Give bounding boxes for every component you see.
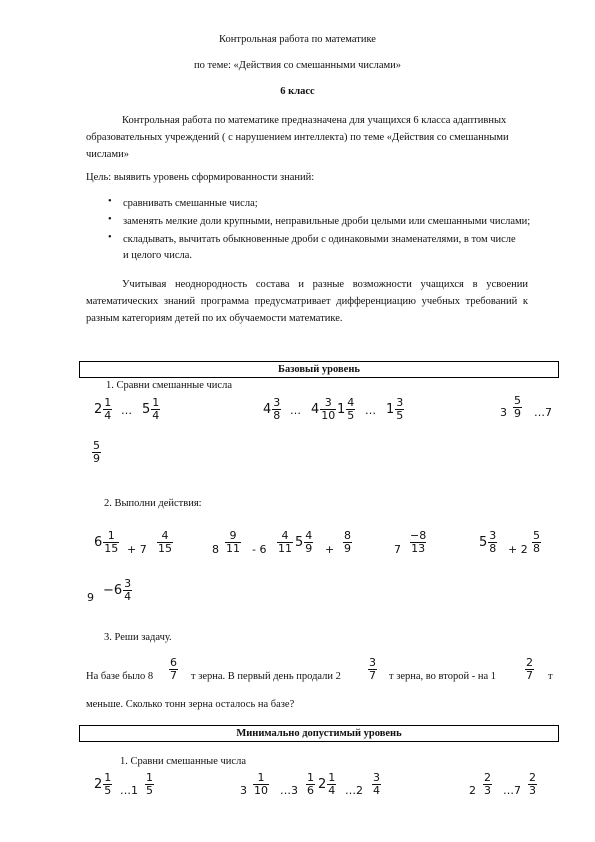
whole-number: 9 (87, 591, 94, 604)
fraction: 9 11 (226, 529, 240, 555)
mixed-number: 6 1 15 (94, 529, 119, 555)
fraction: 1 6 (307, 771, 314, 797)
mixed-number: 1 3 5 (386, 396, 404, 422)
mixed-number: 2 1 4 (94, 396, 112, 422)
bullet-icon: • (108, 214, 112, 225)
mixed-number: 5 4 9 (295, 529, 313, 555)
fraction: 3 4 (373, 771, 380, 797)
intro-paragraph: Контрольная работа по математике предназначена для учащихся 6 класса адаптивных образовательных учреждений ( с нарушением интеллекта) по теме «Действия со смешанными числами» (86, 115, 509, 160)
task-3-label: 3. Реши задачу. (104, 632, 172, 643)
mixed-number: 2 1 4 (318, 771, 336, 797)
doc-title: Контрольная работа по математике (219, 34, 376, 45)
operator: + (325, 543, 335, 556)
mixed-number: 4 3 10 (311, 396, 336, 422)
fraction: 2 7 (526, 656, 533, 682)
compare-dots: … (290, 404, 301, 417)
whole-number: 3 (240, 784, 247, 797)
whole-number: 7 (394, 543, 401, 556)
doc-grade: 6 класс (280, 86, 315, 97)
operator: + 7 (127, 543, 147, 556)
goal-item: сравнивать смешанные числа; (123, 198, 258, 209)
fraction: 1 10 (254, 771, 268, 797)
fraction: 4 11 (278, 529, 292, 555)
problem-text: меньше. Сколько тонн зерна осталось на базе? (86, 699, 295, 710)
problem-text: На базе было 8 (86, 671, 154, 682)
mixed-number: 2 1 5 (94, 771, 112, 797)
mixed-number: 4 3 8 (263, 396, 281, 422)
goal-label: Цель: выявить уровень сформированности знаний: (86, 172, 315, 183)
compare-dots: …1 (120, 784, 138, 797)
mixed-number: 5 3 8 (479, 529, 497, 555)
section-heading-minimal: Минимально допустимый уровень (79, 725, 559, 742)
compare-dots: …7 (534, 406, 552, 419)
compare-dots: … (365, 404, 376, 417)
compare-dots: …2 (345, 784, 363, 797)
task-1-label: 1. Сравни смешанные числа (106, 380, 232, 391)
fraction: 6 7 (170, 656, 177, 682)
task-2-label: 2. Выполни действия: (104, 498, 202, 509)
task-1-label: 1. Сравни смешанные числа (120, 756, 246, 767)
paragraph-2: Учитывая неоднородность состава и разные возможности учащихся в усвоении математических знаний программа предусматривает дифференциацию учебных требований к разным категориям детей по их обучаемости математике. (86, 279, 528, 324)
whole-number: 8 (212, 543, 219, 556)
bullet-icon: • (108, 232, 112, 243)
fraction: 3 7 (369, 656, 376, 682)
compare-dots: …3 (280, 784, 298, 797)
problem-text: т зерна, во второй - на 1 (389, 671, 496, 682)
whole-number: 2 (469, 784, 476, 797)
mixed-number: 1 4 5 (337, 396, 355, 422)
problem-text: т зерна. В первый день продали 2 (191, 671, 341, 682)
problem-text: т (548, 671, 553, 682)
fraction: 5 9 (514, 394, 521, 420)
fraction: 2 3 (529, 771, 536, 797)
compare-dots: … (121, 404, 132, 417)
whole-number: 3 (500, 406, 507, 419)
doc-topic: по теме: «Действия со смешанными числами» (193, 60, 402, 71)
operator: - 6 (252, 543, 267, 556)
mixed-number: 5 1 4 (142, 396, 160, 422)
fraction: 2 3 (484, 771, 491, 797)
section-heading-basic: Базовый уровень (79, 361, 559, 378)
goal-item: складывать, вычитать обыкновенные дроби с одинаковыми знаменателями, в том числе и целого числа. (123, 234, 516, 261)
operator: + 2 (508, 543, 528, 556)
fraction: −8 13 (410, 529, 427, 555)
goal-item: заменять мелкие доли крупными, неправильные дроби целыми или смешанными числами; (123, 216, 531, 227)
fraction: 1 5 (146, 771, 153, 797)
fraction: 5 8 (533, 529, 540, 555)
compare-dots: …7 (503, 784, 521, 797)
fraction: 4 15 (158, 529, 172, 555)
fraction: 8 9 (344, 529, 351, 555)
fraction: 5 9 (93, 439, 100, 465)
bullet-icon: • (108, 196, 112, 207)
mixed-number: −6 3 4 (103, 577, 132, 603)
